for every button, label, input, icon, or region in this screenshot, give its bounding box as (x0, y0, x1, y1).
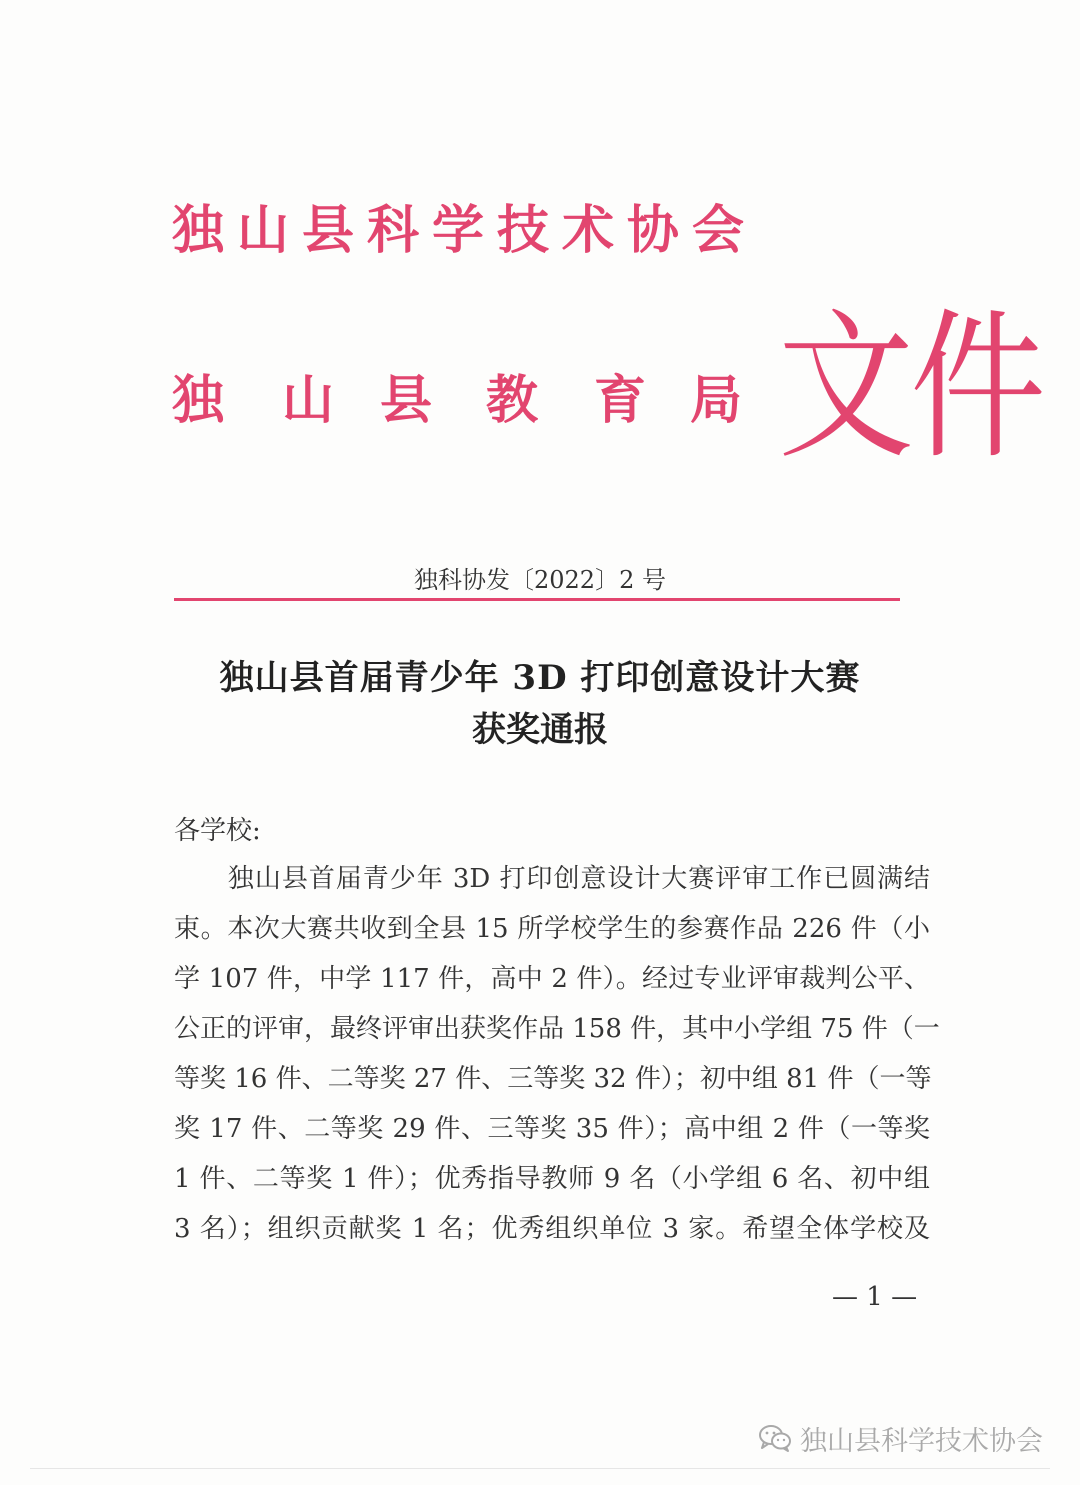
wechat-watermark[interactable] (758, 1420, 1043, 1456)
issuer-char: 山 (282, 371, 335, 431)
issuer-char: 育 (594, 371, 647, 431)
notice-subtitle: 获奖通报 (472, 710, 608, 750)
document-number: 独科协发〔2022〕2 号 (414, 566, 666, 594)
issuer-char: 独 (172, 371, 225, 431)
body-line: 公正的评审，最终评审出获奖作品 158 件，其中小学组 75 件（一 (174, 1014, 940, 1044)
body-line: 学 107 件，中学 117 件，高中 2 件）。经过专业评审裁判公平、 (174, 964, 930, 994)
body-line: 奖 17 件、二等奖 29 件、三等奖 35 件）；高中组 2 件（一等奖 (174, 1114, 930, 1144)
watermark-account-name: 独山县科学技术协会 (800, 1425, 1043, 1457)
page-number: — 1 — (832, 1282, 918, 1312)
body-line: 等奖 16 件、二等奖 27 件、三等奖 32 件）；初中组 81 件（一等 (174, 1064, 932, 1094)
wechat-icon (758, 1423, 792, 1453)
salutation: 各学校: (174, 816, 261, 846)
notice-title: 独山县首届青少年 3D 打印创意设计大赛 (219, 658, 861, 698)
body-line: 独山县首届青少年 3D 打印创意设计大赛评审工作已圆满结 (174, 864, 930, 894)
issuer-char: 教 (486, 371, 539, 431)
document-label: 文件 (778, 295, 1042, 482)
body-line: 束。本次大赛共收到全县 15 所学校学生的参赛作品 226 件（小 (174, 914, 930, 944)
issuer-char: 县 (380, 371, 433, 431)
red-divider (174, 598, 900, 601)
body-line: 1 件、二等奖 1 件）；优秀指导教师 9 名（小学组 6 名、初中组 (174, 1164, 930, 1194)
issuer-line-science-association: 独山县科学技术协会 (172, 201, 758, 261)
bottom-divider (30, 1468, 1050, 1469)
issuer-char: 局 (690, 371, 743, 431)
body-line: 3 名）；组织贡献奖 1 名；优秀组织单位 3 家。希望全体学校及 (174, 1214, 930, 1244)
